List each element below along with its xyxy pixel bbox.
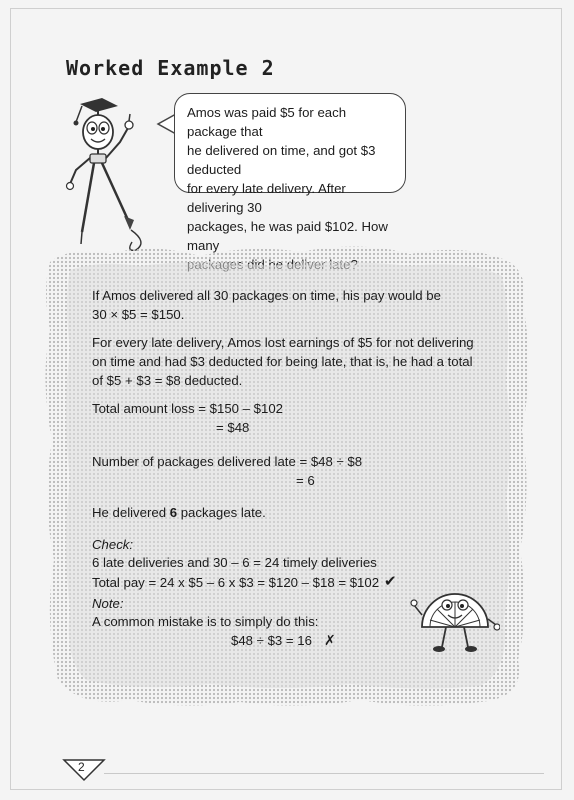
answer-prefix: He delivered bbox=[92, 505, 170, 520]
solution-text: on time and had $3 deducted for being late, that is, he had a total bbox=[92, 354, 473, 369]
question-line: he delivered on time, and got $3 deducted bbox=[187, 143, 376, 177]
late-packages-equation: Number of packages delivered late = $48 ÷ $8 bbox=[92, 454, 363, 469]
solution-text: 30 × $5 = $150. bbox=[92, 307, 185, 322]
page-title: Worked Example 2 bbox=[66, 56, 275, 80]
total-loss-equation: Total amount loss = $150 – $102 bbox=[92, 401, 283, 416]
question-speech-bubble bbox=[174, 93, 406, 253]
solution-text: For every late delivery, Amos lost earnings of $5 for not delivering bbox=[92, 335, 474, 350]
question-line: packages, he was paid $102. How many bbox=[187, 219, 388, 253]
note-text: A common mistake is to simply do this: bbox=[92, 614, 319, 629]
footer-rule bbox=[104, 773, 544, 774]
check-mark-icon: ✔ bbox=[384, 573, 397, 590]
check-label: Check: bbox=[92, 537, 134, 552]
question-line: Amos was paid $5 for each package that bbox=[187, 105, 347, 139]
answer-number: 6 bbox=[169, 505, 178, 520]
solution-text: If Amos delivered all 30 packages on time, his pay would be bbox=[92, 288, 441, 303]
answer-suffix: packages late. bbox=[177, 505, 266, 520]
page-number: 2 bbox=[78, 760, 85, 774]
note-label: Note: bbox=[92, 596, 124, 611]
cross-mark-icon: ✗ bbox=[324, 632, 336, 648]
answer-statement bbox=[92, 503, 266, 522]
protractor-mascot-illustration bbox=[410, 575, 500, 665]
solution-text: of $5 + $3 = $8 deducted. bbox=[92, 373, 243, 388]
check-text: Total pay = 24 x $5 – 6 x $3 = $120 – $18 = $102 bbox=[92, 575, 380, 590]
total-loss-result: = $48 bbox=[216, 420, 250, 435]
question-line: for every late delivery. After delivering 30 bbox=[187, 181, 346, 215]
compass-mascot-illustration bbox=[58, 92, 158, 252]
mistake-equation: $48 ÷ $3 = 16 bbox=[231, 633, 312, 648]
late-packages-result: = 6 bbox=[296, 473, 315, 488]
check-text: 6 late deliveries and 30 – 6 = 24 timely deliveries bbox=[92, 555, 377, 570]
